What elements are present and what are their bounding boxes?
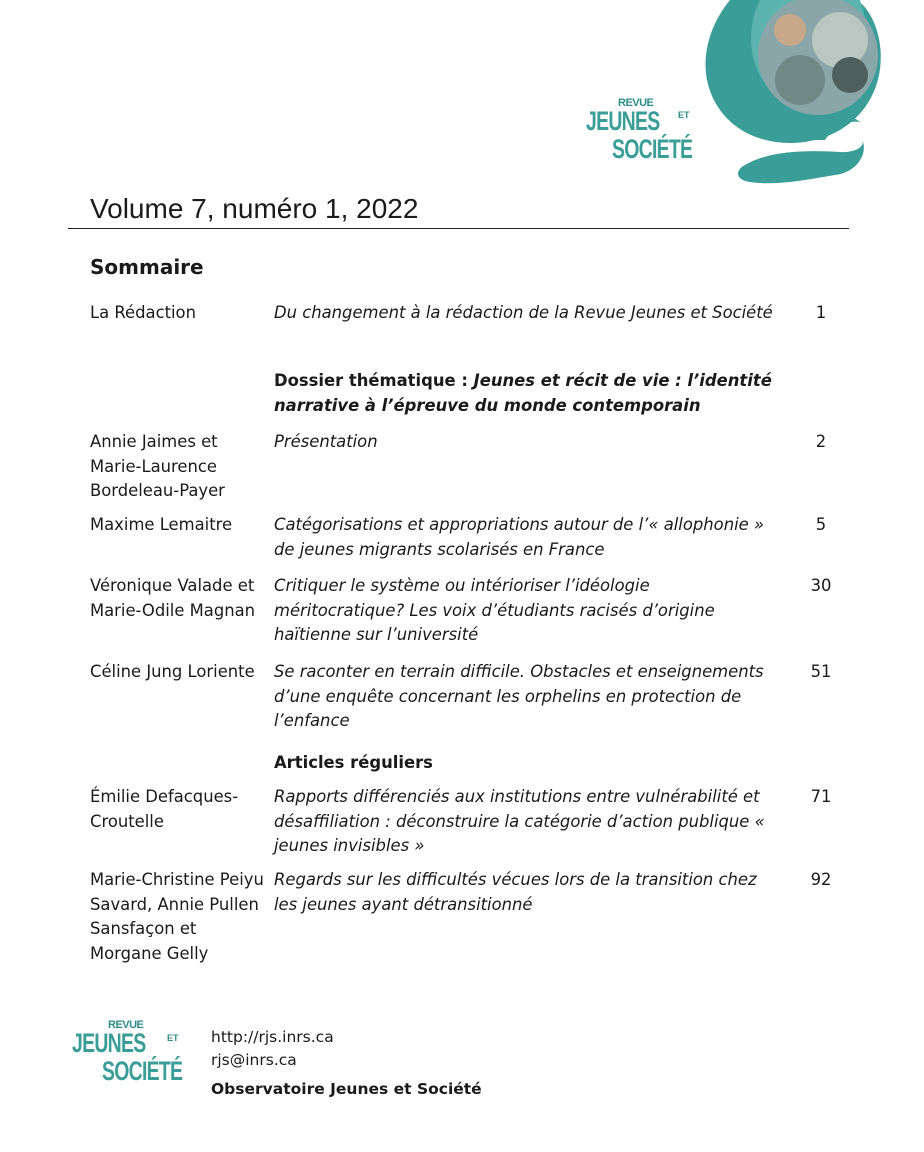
toc-title: Présentation <box>274 432 378 451</box>
footer-contact <box>211 1026 482 1101</box>
toc-page: 71 <box>810 787 832 806</box>
logo-jeunes: JEUNES <box>72 1028 146 1058</box>
toc-page: 30 <box>810 576 832 595</box>
toc-page: 92 <box>810 870 832 889</box>
logo-societe: SOCIÉTÉ <box>102 1056 183 1086</box>
toc-author: Céline Jung Loriente <box>90 662 255 681</box>
logo-et: ET <box>678 110 690 120</box>
title-divider <box>68 228 849 229</box>
volume-title: Volume 7, numéro 1, 2022 <box>90 193 419 224</box>
toc-author: Véronique Valade et Marie-Odile Magnan <box>90 576 256 620</box>
toc-title: Rapports différenciés aux institutions entre vulnérabilité et désaffiliation : déconstruire la catégorie d’action publique « jeunes invisibles » <box>274 787 765 856</box>
dossier-heading <box>274 369 774 418</box>
logo-revue: REVUE <box>618 97 654 109</box>
toc-author: Maxime Lemaitre <box>90 515 233 534</box>
swirl-tail <box>738 140 864 183</box>
dossier-theme: Jeunes et récit de vie : l’identité narrative à l’épreuve du monde contemporain <box>274 371 772 415</box>
journal-logo-header <box>586 98 706 173</box>
toc-page: 1 <box>815 303 827 322</box>
toc-page: 51 <box>810 662 832 681</box>
toc-title: Catégorisations et appropriations autour de l’« allophonie » de jeunes migrants scolarisés en France <box>274 515 765 559</box>
dossier-label: Dossier thématique : <box>274 371 468 390</box>
organization-name: Observatoire Jeunes et Société <box>211 1080 482 1098</box>
toc-page: 2 <box>815 432 827 451</box>
logo-et: ET <box>167 1033 179 1043</box>
logo-jeunes: JEUNES <box>586 106 660 136</box>
toc-author: Annie Jaimes et Marie-Laurence Bordeleau-Payer <box>90 432 225 501</box>
email-link[interactable]: rjs@inrs.ca <box>211 1051 297 1069</box>
toc-author: La Rédaction <box>90 303 196 322</box>
header-art-image <box>690 0 890 190</box>
toc-title: Du changement à la rédaction de la Revue Jeunes et Société <box>274 303 773 322</box>
toc-author: Émilie Defacques-Croutelle <box>90 787 239 831</box>
toc-page: 5 <box>815 515 827 534</box>
sommaire-heading: Sommaire <box>90 255 204 279</box>
toc-title: Critiquer le système ou intérioriser l’idéologie méritocratique? Les voix d’étudiants racisés d’origine haïtienne sur l’université <box>274 576 715 645</box>
website-link[interactable]: http://rjs.inrs.ca <box>211 1028 334 1046</box>
regular-articles-heading: Articles réguliers <box>274 753 433 772</box>
toc-title: Se raconter en terrain difficile. Obstacles et enseignements d’une enquête concernant les orphelins en protection de l’enfance <box>274 662 764 731</box>
logo-societe: SOCIÉTÉ <box>612 134 693 164</box>
toc-title: Regards sur les difficultés vécues lors de la transition chez les jeunes ayant détransitionné <box>274 870 757 914</box>
logo-revue: REVUE <box>108 1019 144 1031</box>
toc-author: Marie-Christine Peiyu Savard, Annie Pullen Sansfaçon et Morgane Gelly <box>90 870 264 963</box>
journal-logo-footer <box>72 1020 197 1095</box>
